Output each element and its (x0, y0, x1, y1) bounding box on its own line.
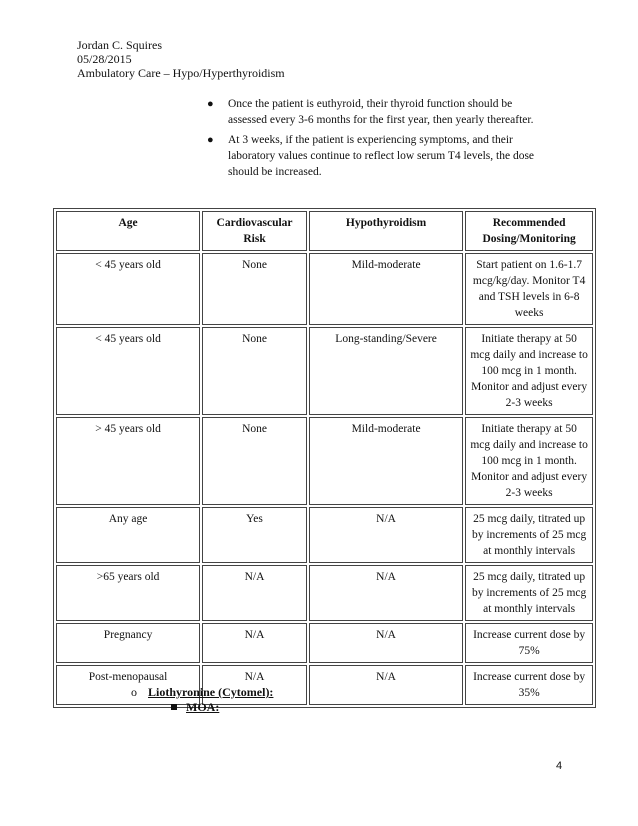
bullet-text: At 3 weeks, if the patient is experiencing symptoms, and their laboratory values continue to reflect low serum T4 levels, the dose should be increased. (228, 134, 535, 178)
cell-cardiovascular-risk: N/A (202, 565, 307, 621)
bullet-list (205, 96, 535, 184)
cell-hypothyroidism: N/A (309, 507, 463, 563)
table-row (56, 507, 593, 563)
table-header-row (56, 211, 593, 251)
table-row (56, 623, 593, 663)
cell-hypothyroidism: N/A (309, 665, 463, 705)
bullet-icon: ● (207, 134, 214, 146)
page-number: 4 (556, 760, 563, 772)
cell-dosing: 25 mcg daily, titrated up by increments of 25 mcg at monthly intervals (465, 565, 593, 621)
cell-dosing: Initiate therapy at 50 mcg daily and increase to 100 mcg in 1 month. Monitor and adjust every 2-3 weeks (465, 327, 593, 415)
cell-hypothyroidism: Mild-moderate (309, 253, 463, 325)
cell-hypothyroidism: N/A (309, 565, 463, 621)
cell-cardiovascular-risk: None (202, 327, 307, 415)
table-row (56, 327, 593, 415)
cell-cardiovascular-risk: N/A (202, 623, 307, 663)
bullet-icon: ● (207, 98, 214, 110)
cell-cardiovascular-risk: None (202, 253, 307, 325)
liothyronine-title: Liothyronine (Cytomel): (148, 685, 274, 699)
moa-title: MOA: (186, 700, 220, 714)
sub-bullet-marker: o (131, 685, 137, 699)
document-date: 05/28/2015 (77, 52, 132, 66)
cell-hypothyroidism: N/A (309, 623, 463, 663)
cell-age: < 45 years old (56, 253, 200, 325)
cell-age: > 45 years old (56, 417, 200, 505)
square-bullet-icon (171, 704, 177, 710)
header-age: Age (56, 211, 200, 251)
bullet-item (205, 132, 535, 180)
cell-age: >65 years old (56, 565, 200, 621)
liothyronine-heading (131, 684, 273, 700)
cell-age: Post-menopausal (56, 665, 200, 705)
cell-cardiovascular-risk: None (202, 417, 307, 505)
cell-cardiovascular-risk: N/A (202, 665, 307, 705)
cell-dosing: Start patient on 1.6-1.7 mcg/kg/day. Monitor T4 and TSH levels in 6-8 weeks (465, 253, 593, 325)
cell-dosing: Increase current dose by 75% (465, 623, 593, 663)
cell-age: Pregnancy (56, 623, 200, 663)
cell-dosing: Increase current dose by 35% (465, 665, 593, 705)
cell-dosing: Initiate therapy at 50 mcg daily and increase to 100 mcg in 1 month. Monitor and adjust every 2-3 weeks (465, 417, 593, 505)
cell-hypothyroidism: Long-standing/Severe (309, 327, 463, 415)
table-row (56, 417, 593, 505)
cell-cardiovascular-risk: Yes (202, 507, 307, 563)
cell-hypothyroidism: Mild-moderate (309, 417, 463, 505)
bullet-item (205, 96, 535, 128)
course-title: Ambulatory Care – Hypo/Hyperthyroidism (77, 66, 285, 80)
header-cardiovascular-risk: Cardiovascular Risk (202, 211, 307, 251)
document-header (77, 38, 285, 80)
cell-dosing: 25 mcg daily, titrated up by increments of 25 mcg at monthly intervals (465, 507, 593, 563)
cell-age: Any age (56, 507, 200, 563)
dosing-table (53, 208, 596, 708)
cell-age: < 45 years old (56, 327, 200, 415)
author-name: Jordan C. Squires (77, 38, 162, 52)
header-hypothyroidism: Hypothyroidism (309, 211, 463, 251)
table-row (56, 253, 593, 325)
moa-heading (171, 699, 219, 715)
header-recommended-dosing: Recommended Dosing/Monitoring (465, 211, 593, 251)
bullet-text: Once the patient is euthyroid, their thyroid function should be assessed every 3-6 months for the first year, then yearly thereafter. (228, 98, 534, 126)
table-row (56, 565, 593, 621)
